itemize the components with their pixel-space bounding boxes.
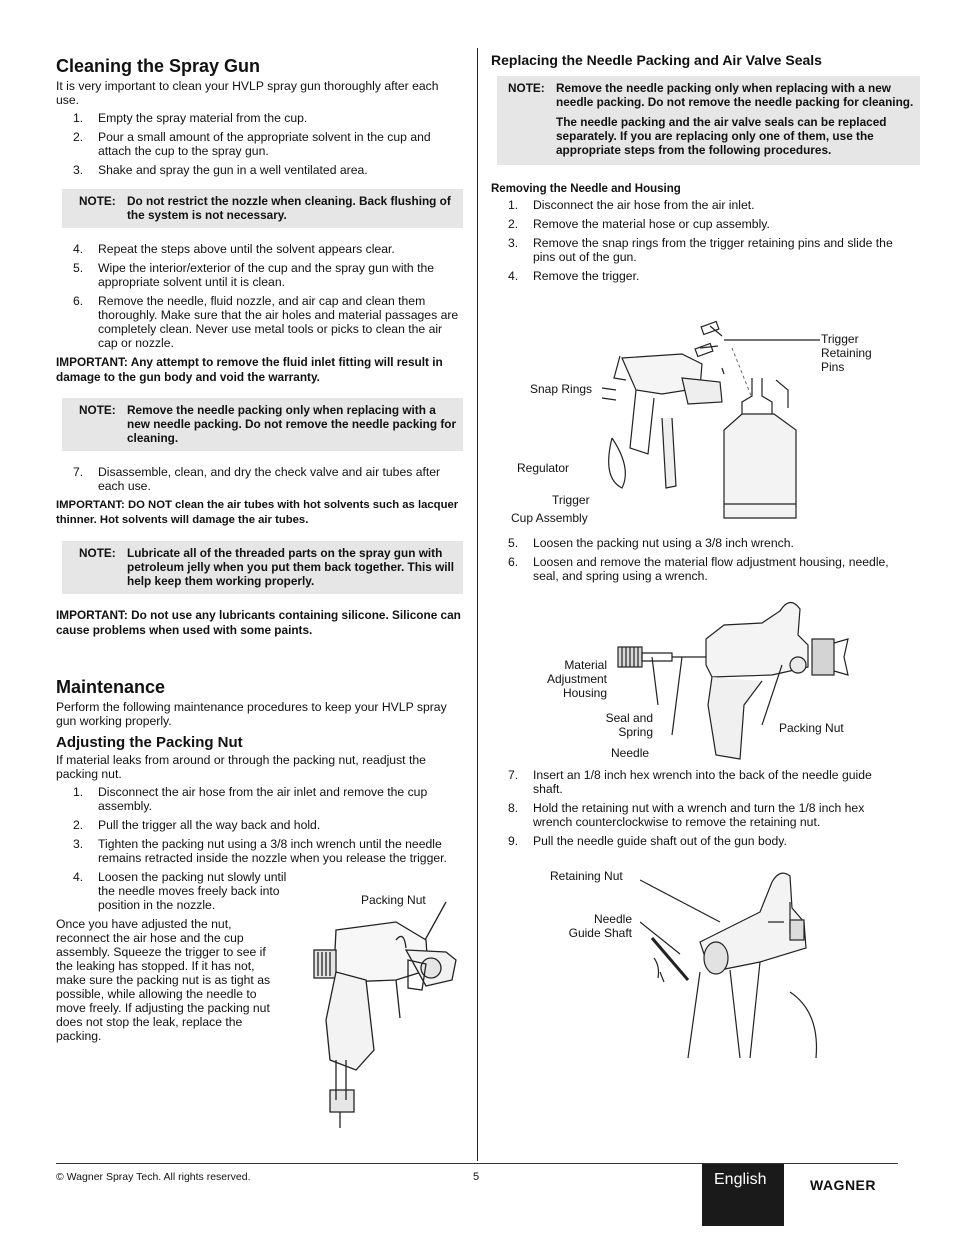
maintenance-intro: Perform the following maintenance procedures to keep your HVLP spray gun working properly. xyxy=(56,700,447,728)
list-item: 9. Pull the needle guide shaft out of the gun body. xyxy=(508,834,787,848)
note-box: NOTE: Lubricate all of the threaded parts on the spray gun with petroleum jelly when you put them back together. This will help keep them working properly. xyxy=(62,541,463,594)
figure-label: Cup Assembly xyxy=(511,511,588,525)
list-item: 6. Remove the needle, fluid nozzle, and air cap and clean them thoroughly. Make sure that the air holes and material passages are completely clean. Never use metal tools or picks to clean the air cap or nozzle. xyxy=(73,294,459,350)
copyright: © Wagner Spray Tech. All rights reserved. xyxy=(56,1171,251,1183)
note-box: NOTE: Remove the needle packing only when replacing with a new needle packing. Do not remove the needle packing for cleaning. The needle packing and the air valve seals can be replaced separately. If you are replacing only one of them, use the appropriate steps from the following procedures. xyxy=(497,76,920,165)
cleaning-steps-b xyxy=(56,242,461,350)
important-note: IMPORTANT: Any attempt to remove the fluid inlet fitting will result in damage to the gun body and void the warranty. xyxy=(56,355,443,384)
list-item: 1. Empty the spray material from the cup. xyxy=(73,111,308,125)
list-item: 1. Disconnect the air hose from the air inlet and remove the cup assembly. xyxy=(73,785,428,813)
figure-label: Snap Rings xyxy=(530,382,593,396)
figure-label: Needle Guide Shaft xyxy=(568,912,632,940)
figure-label: Retaining Nut xyxy=(550,869,623,883)
right-column-c xyxy=(491,768,896,853)
right-column xyxy=(491,50,914,288)
list-item: 4. Remove the trigger. xyxy=(508,269,640,283)
column-divider xyxy=(477,48,478,1161)
note-box: NOTE: Do not restrict the nozzle when cleaning. Back flushing of the system is not necessary. xyxy=(62,189,463,228)
note-box: NOTE: Remove the needle packing only when replacing with a new needle packing. Do not remove the needle packing for cleaning. xyxy=(62,398,463,451)
list-item: 2. Remove the material hose or cup assembly. xyxy=(508,217,770,231)
maintenance-title: Maintenance xyxy=(56,677,166,697)
removing-steps-a xyxy=(491,198,896,283)
wagner-logo: WAGNER xyxy=(810,1177,876,1193)
figure-label: Regulator xyxy=(517,461,570,475)
list-item: 3. Tighten the packing nut using a 3/8 inch wrench until the needle remains retracted inside the nozzle when you release the trigger. xyxy=(73,837,447,865)
list-item: 1. Disconnect the air hose from the air inlet. xyxy=(508,198,755,212)
needle-removal-illustration xyxy=(612,595,852,770)
spray-gun-illustration xyxy=(296,900,466,1130)
list-item: 8. Hold the retaining nut with a wrench and turn the 1/8 inch hex wrench counterclockwise to remove the retaining nut. xyxy=(508,801,865,829)
list-item: 4. Repeat the steps above until the solvent appears clear. xyxy=(73,242,395,256)
figure-label: Material Adjustment Housing xyxy=(546,658,607,700)
packing-after: Once you have adjusted the nut, reconnect the air hose and the cup assembly. Squeeze the trigger to see if the leaking has stopped. If it has not, make sure the packing nut is as tight as possible, while allowing the needle to move freely. If adjusting the packing nut does not stop the leak, replace the packing. xyxy=(56,917,271,1043)
list-item: 5. Wipe the interior/exterior of the cup and the spray gun with the appropriate solvent until it is clean. xyxy=(73,261,435,289)
replacing-title: Replacing the Needle Packing and Air Valve Seals xyxy=(491,52,822,68)
list-item: 3. Shake and spray the gun in a well ventilated area. xyxy=(73,163,368,177)
list-item: 6. Loosen and remove the material flow adjustment housing, needle, seal, and spring using a wrench. xyxy=(508,555,889,583)
packing-intro: If material leaks from around or through the packing nut, readjust the packing nut. xyxy=(56,753,426,781)
list-item: 4. Loosen the packing nut slowly until the needle moves freely back into position in the nozzle. xyxy=(73,870,287,912)
right-column-b xyxy=(491,536,896,588)
figure-label: Trigger xyxy=(552,493,590,507)
list-item: 2. Pull the trigger all the way back and hold. xyxy=(73,818,321,832)
packing-steps xyxy=(56,785,461,865)
page-number: 5 xyxy=(473,1171,480,1183)
list-item: 7. Disassemble, clean, and dry the check valve and air tubes after each use. xyxy=(73,465,441,493)
figure-label: Trigger Retaining Pins xyxy=(821,332,872,374)
figure-label: Seal and Spring xyxy=(605,711,653,739)
cleaning-intro: It is very important to clean your HVLP spray gun thoroughly after each use. xyxy=(56,79,439,107)
figure-label: Needle xyxy=(611,746,650,760)
cleaning-step-7 xyxy=(56,465,461,493)
figure-label: Packing Nut xyxy=(361,893,426,907)
important-note: IMPORTANT: DO NOT clean the air tubes with hot solvents such as lacquer thinner. Hot solvents will damage the air tubes. xyxy=(56,499,459,526)
cleaning-title: Cleaning the Spray Gun xyxy=(56,56,261,76)
removing-steps-c xyxy=(491,768,896,848)
list-item: 7. Insert an 1/8 inch hex wrench into the back of the needle guide shaft. xyxy=(508,768,872,796)
removing-title: Removing the Needle and Housing xyxy=(491,183,681,195)
list-item: 2. Pour a small amount of the appropriate solvent in the cup and attach the cup to the spray gun. xyxy=(73,130,431,158)
figure-label: Packing Nut xyxy=(779,721,844,735)
cleaning-steps-a xyxy=(56,111,461,177)
list-item: 5. Loosen the packing nut using a 3/8 inch wrench. xyxy=(508,536,794,550)
packing-title: Adjusting the Packing Nut xyxy=(56,734,243,751)
needle-guide-illustration xyxy=(640,862,840,1062)
removing-steps-b xyxy=(491,536,896,583)
packing-step-4 xyxy=(56,870,296,912)
important-note: IMPORTANT: Do not use any lubricants containing silicone. Silicone can cause problems when used with some paints. xyxy=(56,608,461,637)
language-tab: English xyxy=(702,1164,784,1226)
gun-disassembly-illustration xyxy=(592,318,822,533)
list-item: 3. Remove the snap rings from the trigger retaining pins and slide the pins out of the gun. xyxy=(508,236,893,264)
